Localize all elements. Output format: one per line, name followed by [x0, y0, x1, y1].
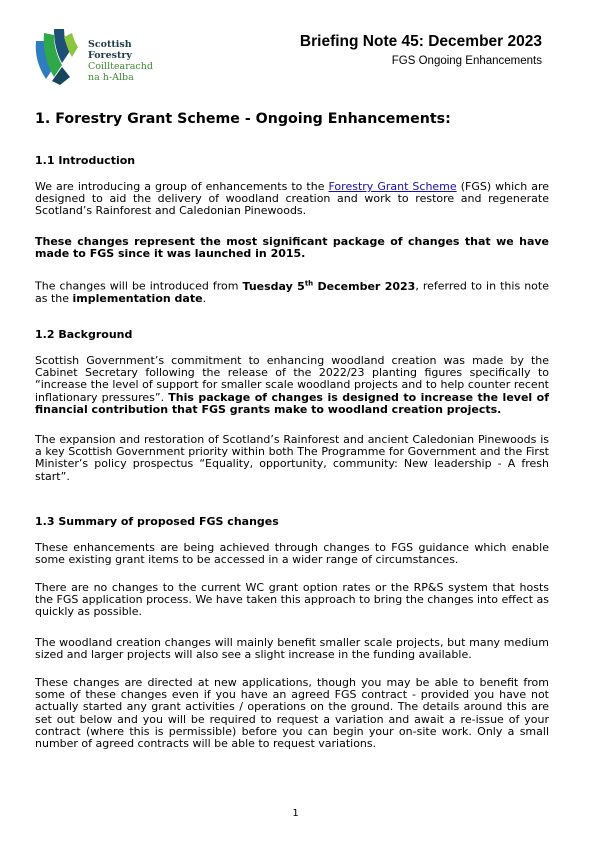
- implementation-date-term: implementation date: [72, 291, 203, 305]
- document-title: Briefing Note 45: December 2023: [299, 33, 542, 50]
- logo-text-english-1: Scottish: [88, 39, 132, 50]
- summary-paragraph-2: There are no changes to the current WC grant option rates or the RP&S system that hosts the FGS application process. We have taken this approach to bring the changes into effect as quickly as possible.: [35, 581, 549, 619]
- section-heading-background: 1.2 Background: [35, 328, 133, 341]
- summary-paragraph-3: The woodland creation changes will mainly benefit smaller scale projects, but many medium sized and larger projects will also see a slight increase in the funding available.: [35, 636, 549, 662]
- logo-text-gaelic-1: Coilltearachd: [88, 61, 153, 72]
- date-day: Tuesday 5: [242, 279, 305, 293]
- date-trail-text: , referred to in this note as the: [35, 279, 549, 305]
- logo-text-english-2: Forestry: [88, 50, 132, 61]
- document-subtitle: FGS Ongoing Enhancements: [391, 55, 542, 67]
- date-lead-text: The changes will be introduced from: [35, 279, 243, 293]
- intro-paragraph-1: [35, 181, 549, 218]
- implementation-date: [243, 280, 416, 293]
- forestry-grant-scheme-link[interactable]: Forestry Grant Scheme: [328, 180, 457, 193]
- summary-paragraph-1: These enhancements are being achieved through changes to FGS guidance which enable some existing grant items to be accessed in a wider range of circumstances.: [35, 541, 549, 567]
- intro-paragraph-2: These changes represent the most significant package of changes that we have made to FGS since it was launched in 2015.: [35, 235, 549, 261]
- scottish-forestry-logo: [32, 27, 172, 89]
- background-bold-text: This package of changes is designed to increase the level of financial contribution that FGS grants make to woodland creation projects.: [35, 390, 549, 416]
- intro-paragraph-3: [35, 277, 549, 305]
- background-paragraph-1: [35, 355, 549, 416]
- summary-paragraph-4: These changes are directed at new applications, though you may be able to benefit from some of these changes even if you have an agreed FGS contract - provided you have not actually started any grant activities / operations on the ground. The details around this are set out below and you will be required to request a variation and await a re-issue of your contract (where this is permissible) before you can begin your on-site work. Only a small number of agreed contracts will be able to request variations.: [35, 676, 549, 751]
- page-number: 1: [292, 808, 299, 819]
- period: .: [202, 291, 207, 305]
- intro-text: We are introducing a group of enhancements to the: [35, 180, 329, 193]
- date-month-year: December 2023: [313, 279, 416, 293]
- logo-mark-icon: [32, 27, 84, 87]
- section-heading-summary: 1.3 Summary of proposed FGS changes: [35, 515, 279, 528]
- main-heading: 1. Forestry Grant Scheme - Ongoing Enhancements:: [35, 111, 451, 127]
- section-heading-introduction: 1.1 Introduction: [35, 154, 136, 167]
- background-text: Scottish Government’s commitment to enhancing woodland creation was made by the Cabinet Secretary following the release of the 2022/23 planting figures specifically to “increase the level of support for smaller scale woodland projects and to help counter recent inflationary pressures”.: [35, 354, 549, 404]
- date-suffix: th: [304, 279, 314, 287]
- intro-text-continued: (FGS) which are designed to aid the delivery of woodland creation and work to restore and regenerate Scotland’s Rainforest and Caledonian Pinewoods.: [35, 180, 549, 218]
- logo-text-gaelic-2: na h-Alba: [88, 72, 134, 83]
- background-paragraph-2: The expansion and restoration of Scotland’s Rainforest and ancient Caledonian Pinewoods is a key Scottish Government priority within both The Programme for Government and the First Minister’s policy prospectus “Equality, opportunity, community: New leadership - A fresh start”.: [35, 433, 549, 483]
